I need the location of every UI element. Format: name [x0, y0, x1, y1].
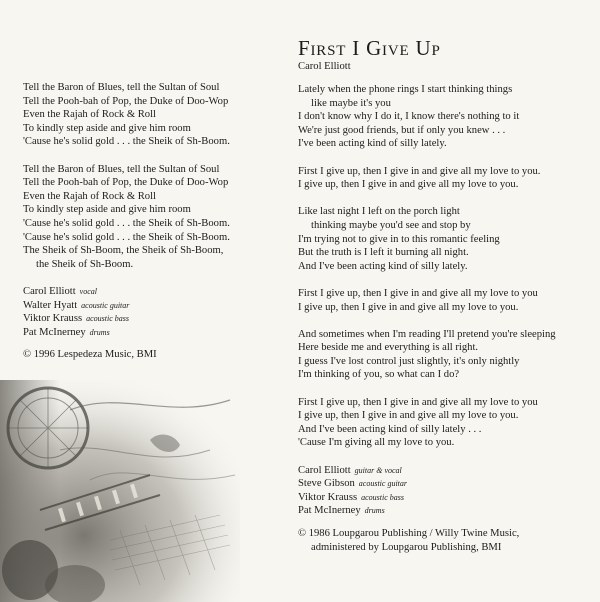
lyric-line: Tell the Pooh-bah of Pop, the Duke of Doo-Wop: [23, 177, 229, 189]
lyric-line: like maybe it's you: [311, 97, 391, 109]
lyric-line: I give up, then I give in and give all my love to you.: [298, 410, 519, 422]
lyric-line: First I give up, then I give in and give all my love to you: [298, 287, 538, 299]
instrument-label: acoustic guitar: [81, 300, 130, 310]
lyric-line: Even the Rajah of Rock & Roll: [23, 109, 156, 121]
lyric-line: Even the Rajah of Rock & Roll: [23, 190, 156, 202]
instrument-label: guitar & vocal: [354, 465, 402, 475]
musician-name: Pat McInerney: [23, 326, 86, 338]
musician-name: Viktor Krauss: [23, 313, 83, 325]
left-stanza-2: [23, 163, 283, 272]
lyric-line: Here beside me and everything is all right.: [298, 342, 479, 354]
lyric-line: Tell the Baron of Blues, tell the Sultan of Soul: [23, 163, 220, 175]
lyric-line: I give up, then I give in and give all my love to you.: [298, 179, 519, 191]
musician-name: Viktor Krauss: [298, 491, 358, 503]
lyric-line: Tell the Baron of Blues, tell the Sultan of Soul: [23, 82, 220, 93]
musician-name: Carol Elliott: [298, 464, 351, 476]
lyric-line: 'Cause he's solid gold . . . the Sheik of Sh-Boom.: [23, 136, 230, 148]
lyric-line: Lately when the phone rings I start thinking things: [298, 84, 513, 95]
instrument-label: drums: [364, 506, 385, 516]
verse-1: [298, 83, 593, 151]
lyric-line: I'm thinking of you, so what can I do?: [298, 369, 460, 381]
lyric-line: To kindly step aside and give him room: [23, 122, 191, 134]
left-lyrics-column: [23, 81, 283, 362]
lyric-line: Tell the Pooh-bah of Pop, the Duke of Doo-Wop: [23, 95, 229, 107]
instrument-label: acoustic guitar: [358, 479, 408, 489]
song-title: First I Give Up: [298, 36, 441, 60]
musician-name: Pat McInerney: [298, 505, 361, 517]
right-lyrics-column: [298, 36, 593, 554]
lyric-line: And I've been acting kind of silly lately.: [298, 260, 468, 272]
credit-row: [23, 312, 283, 326]
chorus-3: [298, 396, 593, 450]
lyric-line: And sometimes when I'm reading I'll pretend you're sleeping: [298, 328, 556, 340]
instrument-label: vocal: [79, 286, 97, 296]
credit-row: [298, 504, 593, 518]
lyric-line: the Sheik of Sh-Boom.: [36, 258, 134, 270]
credit-row: [298, 477, 593, 491]
musician-name: Carol Elliott: [23, 285, 76, 297]
instrument-label: acoustic bass: [361, 492, 404, 502]
left-stanza-1: [23, 81, 283, 149]
lyric-line: I'm trying not to give in to this romantic feeling: [298, 233, 500, 245]
credit-row: [23, 285, 283, 299]
lyric-line: The Sheik of Sh-Boom, the Sheik of Sh-Boom,: [23, 245, 224, 257]
credit-row: [298, 464, 593, 478]
lyric-line: First I give up, then I give in and give all my love to you.: [298, 165, 541, 177]
verse-3: [298, 328, 593, 382]
lyric-line: thinking maybe you'd see and stop by: [311, 219, 471, 231]
lyric-line: To kindly step aside and give him room: [23, 204, 191, 216]
lyric-line: 'Cause he's solid gold . . . the Sheik of Sh-Boom.: [23, 231, 230, 243]
lyric-line: 'Cause he's solid gold . . . the Sheik of Sh-Boom.: [23, 217, 230, 229]
vintage-photo-collage-art: [0, 380, 240, 602]
right-copyright: © 1986 Loupgarou Publishing / Willy Twine Music,: [298, 528, 520, 539]
chorus-2: [298, 287, 593, 314]
lyric-line: I guess I've lost control just slightly, it's only nightly: [298, 355, 520, 367]
lyric-line: I don't know why I do it, I know there's nothing to it: [298, 111, 520, 123]
lyric-line: And I've been acting kind of silly lately . . .: [298, 423, 482, 435]
lyric-line: Like last night I left on the porch light: [298, 206, 460, 218]
credit-row: [23, 326, 283, 340]
left-copyright: © 1996 Lespedeza Music, BMI: [23, 349, 157, 361]
lyric-line: But the truth is I left it burning all night.: [298, 247, 469, 259]
musician-name: Walter Hyatt: [23, 299, 78, 311]
lyric-line: First I give up, then I give in and give all my love to you: [298, 396, 538, 408]
left-credits: [23, 285, 283, 339]
song-author: Carol Elliott: [298, 61, 351, 72]
lyric-line: We're just good friends, but if only you knew . . .: [298, 124, 506, 136]
credit-row: [23, 299, 283, 313]
instrument-label: acoustic bass: [86, 314, 129, 324]
lyric-line: I've been acting kind of silly lately.: [298, 138, 447, 150]
right-copyright-continued: administered by Loupgarou Publishing, BMI: [311, 541, 502, 553]
verse-2: [298, 205, 593, 273]
chorus-1: [298, 165, 593, 192]
lyric-line: I give up, then I give in and give all my love to you.: [298, 301, 519, 313]
credit-row: [298, 491, 593, 505]
instrument-label: drums: [89, 327, 110, 337]
musician-name: Steve Gibson: [298, 478, 355, 490]
right-credits: [298, 464, 593, 518]
lyric-line: 'Cause I'm giving all my love to you.: [298, 437, 455, 449]
